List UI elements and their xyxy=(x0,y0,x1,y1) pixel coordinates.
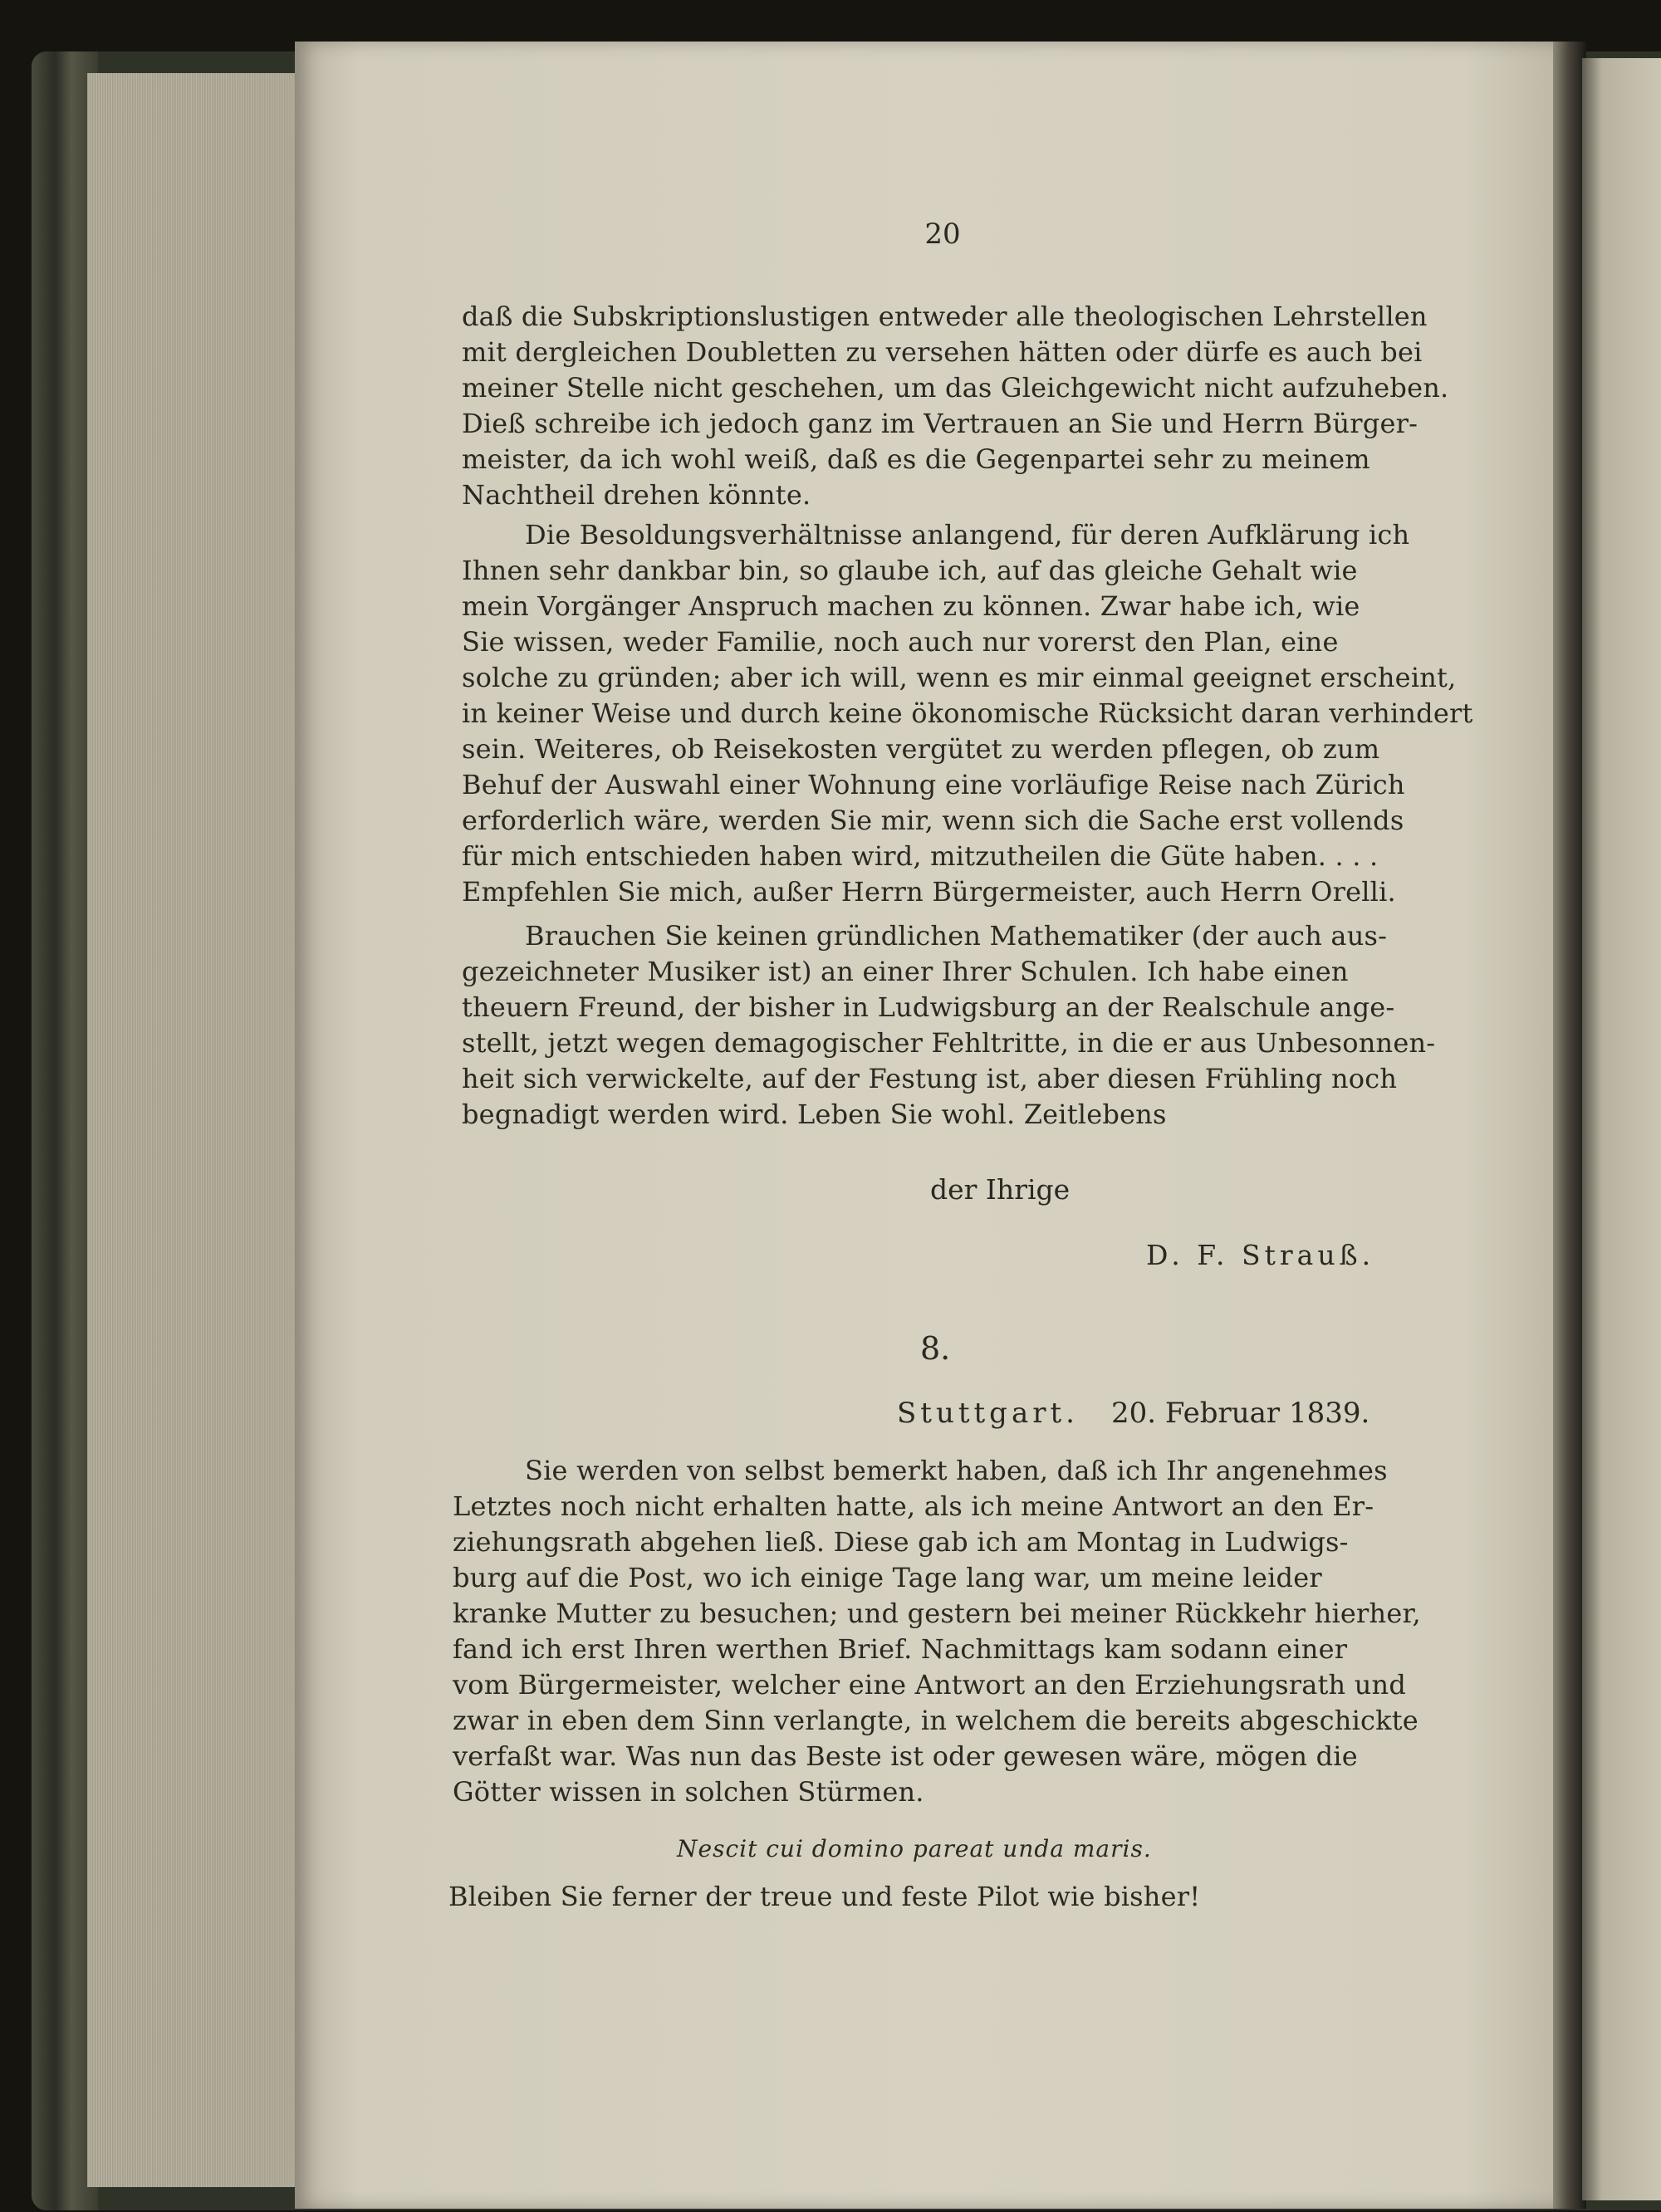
text-line: fand ich erst Ihren werthen Brief. Nachmittags kam sodann einer xyxy=(453,1633,1348,1665)
letter-closing: der Ihrige xyxy=(930,1173,1071,1206)
letter-number: 8. xyxy=(920,1330,951,1367)
text-line: mit dergleichen Doubletten zu versehen hätten oder dürfe es auch bei xyxy=(462,336,1423,368)
letter-signature: D. F. Strauß. xyxy=(1146,1239,1375,1271)
page-block-edge xyxy=(87,73,303,2187)
text-line: Letztes noch nicht erhalten hatte, als ich meine Antwort an den Er- xyxy=(453,1490,1374,1522)
text-line: Die Besoldungsverhältnisse anlangend, für deren Aufklärung ich xyxy=(525,519,1410,551)
text-line: Sie werden von selbst bemerkt haben, daß ich Ihr angenehmes xyxy=(525,1455,1388,1486)
text-line: ziehungsrath abgehen ließ. Diese gab ich am Montag in Ludwigs- xyxy=(453,1526,1349,1558)
text-line: Empfehlen Sie mich, außer Herrn Bürgermeister, auch Herrn Orelli. xyxy=(462,876,1396,908)
text-line: kranke Mutter zu besuchen; und gestern bei meiner Rückkehr hierher, xyxy=(453,1598,1421,1629)
text-line: in keiner Weise und durch keine ökonomische Rücksicht daran verhindert xyxy=(462,697,1473,729)
text-line: solche zu gründen; aber ich will, wenn es mir einmal geeignet erscheint, xyxy=(462,662,1457,693)
text-line: daß die Subskriptionslustigen entweder alle theologischen Lehrstellen xyxy=(462,301,1428,332)
text-line: burg auf die Post, wo ich einige Tage lang war, um meine leider xyxy=(453,1562,1322,1593)
text-line: stellt, jetzt wegen demagogischer Fehltritte, in die er aus Unbesonnen- xyxy=(462,1027,1436,1059)
text-line: vom Bürgermeister, welcher eine Antwort an den Erziehungsrath und xyxy=(453,1669,1407,1701)
text-line: Bleiben Sie ferner der treue und feste Pilot wie bisher! xyxy=(448,1881,1201,1912)
text-line: Ihnen sehr dankbar bin, so glaube ich, auf das gleiche Gehalt wie xyxy=(462,555,1358,586)
text-line: zwar in eben dem Sinn verlangte, in welchem die bereits abgeschickte xyxy=(453,1705,1418,1736)
facing-page-edge xyxy=(1582,58,1661,2200)
text-line: Götter wissen in solchen Stürmen. xyxy=(453,1776,924,1808)
text-line: meister, da ich wohl weiß, daß es die Gegenpartei sehr zu meinem xyxy=(462,443,1370,475)
latin-quote: Nescit cui domino pareat unda maris. xyxy=(677,1835,1152,1862)
text-line: Sie wissen, weder Familie, noch auch nur vorerst den Plan, eine xyxy=(462,626,1339,658)
text-line: erforderlich wäre, werden Sie mir, wenn sich die Sache erst vollends xyxy=(462,805,1404,836)
text-line: Dieß schreibe ich jedoch ganz im Vertrauen an Sie und Herrn Bürger- xyxy=(462,408,1418,439)
text-line: sein. Weiteres, ob Reisekosten vergütet zu werden pflegen, ob zum xyxy=(462,733,1380,765)
dateline-place: Stuttgart. xyxy=(897,1397,1079,1430)
dateline-date: 20. Februar 1839. xyxy=(1111,1397,1370,1430)
text-line: für mich entschieden haben wird, mitzutheilen die Güte haben. . . . xyxy=(462,840,1379,872)
text-line: heit sich verwickelte, auf der Festung ist, aber diesen Frühling noch xyxy=(462,1063,1398,1094)
text-line: Brauchen Sie keinen gründlichen Mathematiker (der auch aus- xyxy=(525,920,1388,952)
text-line: mein Vorgänger Anspruch machen zu können. Zwar habe ich, wie xyxy=(462,590,1360,622)
text-line: begnadigt werden wird. Leben Sie wohl. Zeitlebens xyxy=(462,1099,1167,1130)
text-line: verfaßt war. Was nun das Beste ist oder gewesen wäre, mögen die xyxy=(453,1740,1358,1772)
text-line: Behuf der Auswahl einer Wohnung eine vorläufige Reise nach Zürich xyxy=(462,769,1405,800)
page-number: 20 xyxy=(924,218,961,251)
book-gutter xyxy=(1553,42,1586,2209)
text-line: Nachtheil drehen könnte. xyxy=(462,479,811,511)
text-line: meiner Stelle nicht geschehen, um das Gleichgewicht nicht aufzuheben. xyxy=(462,372,1449,404)
text-line: theuern Freund, der bisher in Ludwigsburg an der Realschule ange- xyxy=(462,991,1395,1023)
text-line: gezeichneter Musiker ist) an einer Ihrer Schulen. Ich habe einen xyxy=(462,956,1349,987)
